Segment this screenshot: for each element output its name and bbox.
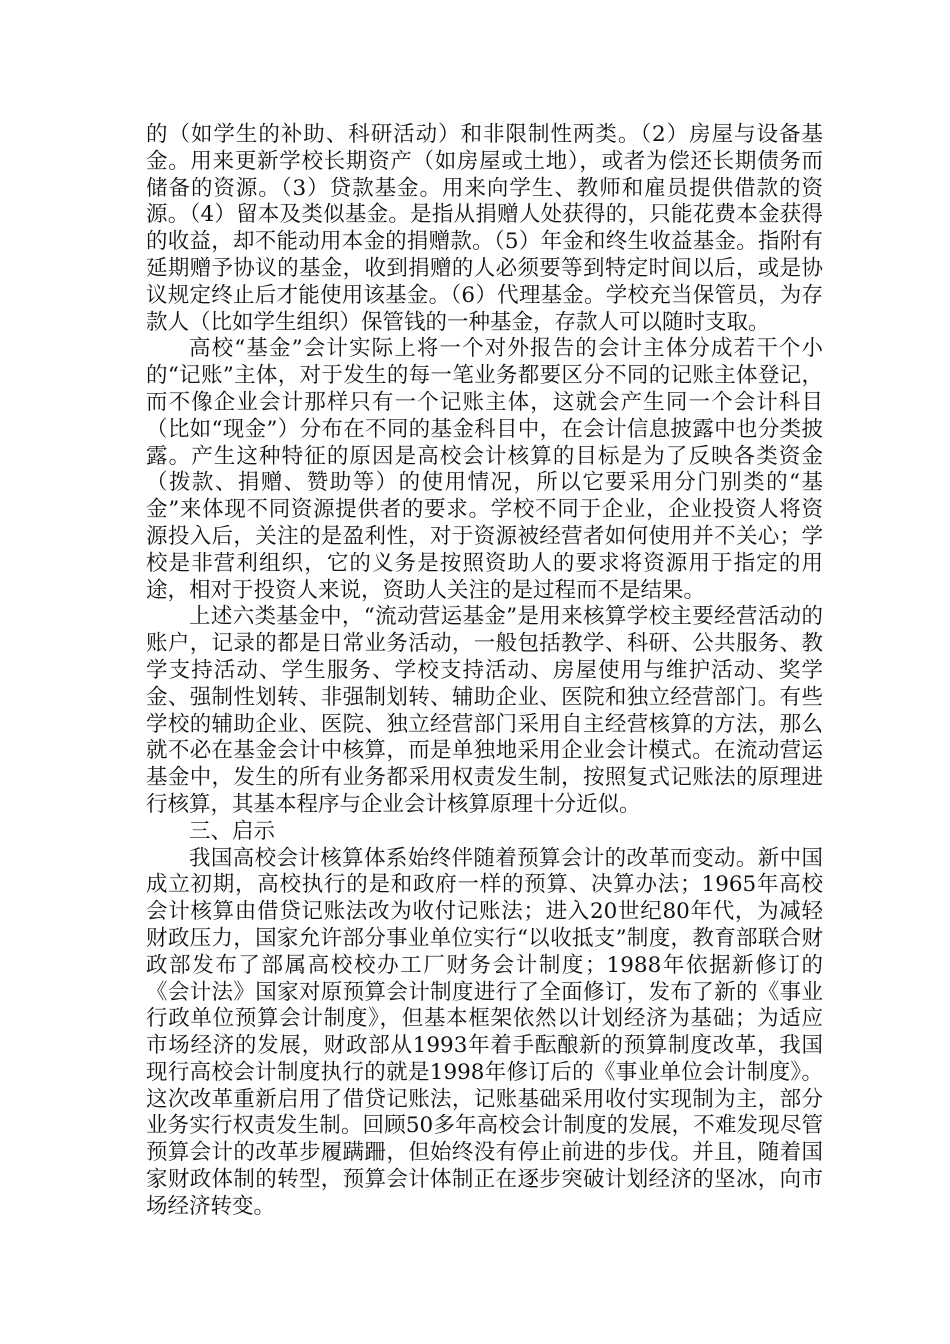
paragraph-reform-history: 我国高校会计核算体系始终伴随着预算会计的改革而变动。新中国成立初期，高校执行的是和政府一样的预算、决算办法；1965年高校会计核算由借贷记账法改为收付记账法；进入20世纪80年代，为减轻财政压力，国家允许部分事业单位实行“以收抵支”制度，教育部联合财政部发布了部属高校校办工厂财务会计制度；1988年依据新修订的《会计法》国家对原预算会计制度进行了全面修订，发布了新的《事业行政单位预算会计制度》，但基本框架依然以计划经济为基础；为适应市场经济的发展，财政部从1993年着手酝酿新的预算制度改革，我国现行高校会计制度执行的就是1998年修订后的《事业单位会计制度》。这次改革重新启用了借贷记账法，记账基础采用收付实现制为主，部分业务实行权责发生制。回顾50多年高校会计制度的发展，不难发现尽管预算会计的改革步履蹒跚，但始终没有停止前进的步伐。并且，随着国家财政体制的转型，预算会计体制正在逐步突破计划经济的坚冰，向市场经济转变。 — [146, 845, 823, 1219]
paragraph-fund-types-continued: 的（如学生的补助、科研活动）和非限制性两类。（2）房屋与设备基金。用来更新学校长期资产（如房屋或土地），或者为偿还长期债务而储备的资源。（3）贷款基金。用来向学生、教师和雇员提供借款的资源。（4）留本及类似基金。是指从捐赠人处获得的，只能花费本金获得的收益，却不能动用本金的捐赠款。（5）年金和终生收益基金。指附有延期赠予协议的基金，收到捐赠的人必须要等到特定时间以后，或是协议规定终止后才能使用该基金。（6）代理基金。学校充当保管员，为存款人（比如学生组织）保管钱的一种基金，存款人可以随时支取。 — [146, 122, 823, 335]
paragraph-fund-accounting-explained: 高校“基金”会计实际上将一个对外报告的会计主体分成若干个小的“记账”主体，对于发生的每一笔业务都要区分不同的记账主体登记，而不像企业会计那样只有一个记账主体，这就会产生同一个会计科目（比如“现金”）分布在不同的基金科目中，在会计信息披露中也分类披露。产生这种特征的原因是高校会计核算的目标是为了反映各类资金（拨款、捐赠、赞助等）的使用情况，所以它要采用分门别类的“基金”来体现不同资源提供者的要求。学校不同于企业，企业投资人将资源投入后，关注的是盈利性，对于资源被经营者如何使用并不关心；学校是非营利组织，它的义务是按照资助人的要求将资源用于指定的用途，相对于投资人来说，资助人关注的是过程而不是结果。 — [146, 336, 823, 603]
paragraph-current-operating-fund: 上述六类基金中，“流动营运基金”是用来核算学校主要经营活动的账户，记录的都是日常业务活动，一般包括教学、科研、公共服务、教学支持活动、学生服务、学校支持活动、房屋使用与维护活动、奖学金、强制性划转、非强制划转、辅助企业、医院和独立经营部门。有些学校的辅助企业、医院、独立经营部门采用自主经营核算的方法，那么就不必在基金会计中核算，而是单独地采用企业会计模式。在流动营运基金中，发生的所有业务都采用权责发生制，按照复式记账法的原理进行核算，其基本程序与企业会计核算原理十分近似。 — [146, 604, 823, 817]
body-text — [146, 122, 823, 1221]
section-heading-enlightenment: 三、启示 — [189, 818, 276, 844]
